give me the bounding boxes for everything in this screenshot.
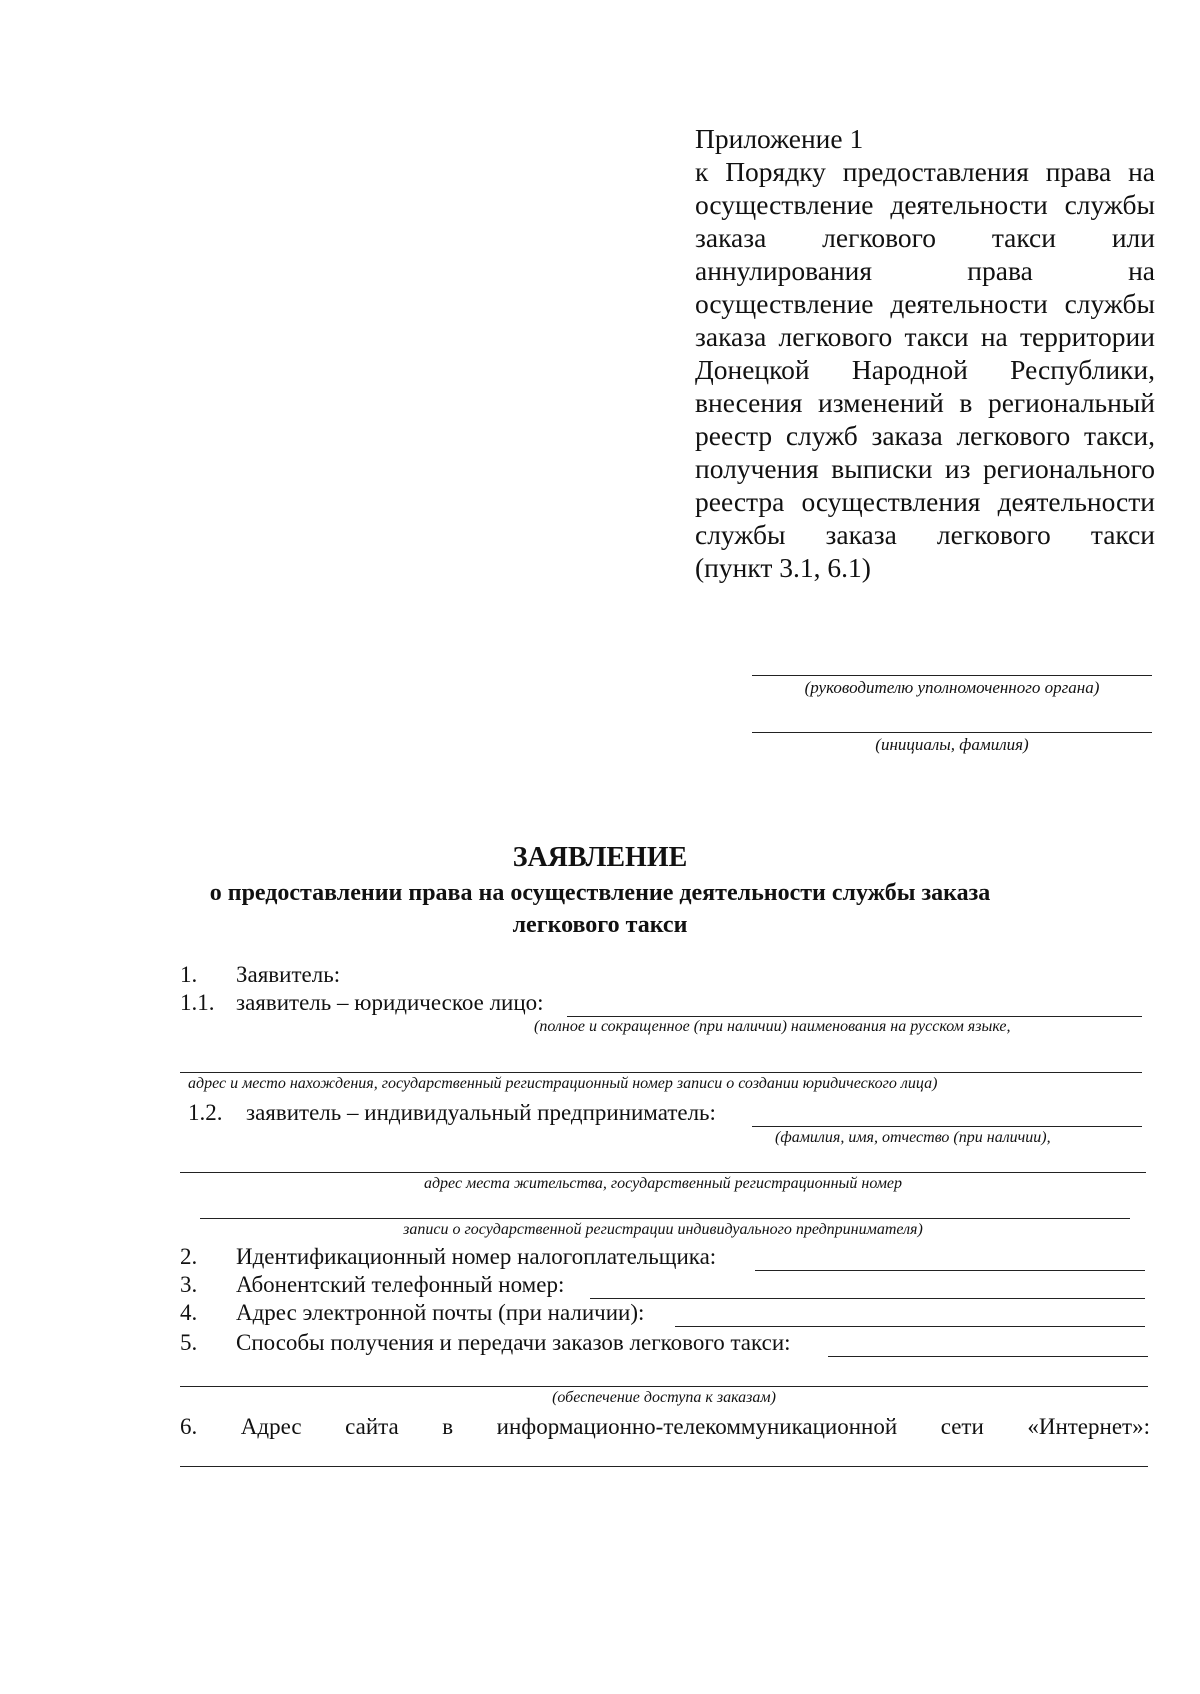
appendix-line: аннулирования права на [695,255,1155,286]
entrepreneur-field[interactable] [752,1126,1142,1127]
appendix-line: осуществление деятельности службы [695,288,1155,319]
addressee-name-caption: (инициалы, фамилия) [875,735,1029,754]
appendix-title: Приложение 1 [695,123,864,154]
item-number: 4. [180,1300,198,1325]
order-methods-label: Способы получения и передачи заказов легкового такси: [236,1330,791,1355]
appendix-line: реестра осуществления деятельности [695,486,1155,517]
item-number: 1.1. [180,990,215,1015]
appendix-line: осуществление деятельности службы [695,189,1155,220]
website-label-word: информационно-телекоммуникационной [496,1414,898,1439]
legal-entity-field-2[interactable] [180,1072,1142,1073]
tin-label: Идентификационный номер налогоплательщика: [236,1244,717,1269]
appendix-line: заказа легкового такси на территории [695,321,1155,352]
item-number: 3. [180,1272,198,1297]
legal-entity-field[interactable] [567,1016,1142,1017]
entrepreneur-field-3[interactable] [200,1218,1130,1219]
appendix-line: заказа легкового такси или [695,222,1155,253]
legal-entity-label: заявитель – юридическое лицо: [236,990,544,1015]
email-label: Адрес электронной почты (при наличии): [236,1300,645,1325]
order-methods-field[interactable] [828,1356,1148,1357]
item-number: 2. [180,1244,198,1269]
appendix-line: получения выписки из регионального [695,453,1155,484]
legal-entity-caption-2: адрес и место нахождения, государственный регистрационный номер записи о создании юридического лица) [188,1075,938,1092]
order-methods-field-2[interactable] [180,1386,1148,1387]
appendix-block [695,122,1155,584]
order-methods-caption: (обеспечение доступа к заказам) [552,1389,776,1406]
item-number: 1.2. [188,1100,223,1125]
website-field[interactable] [180,1466,1148,1467]
entrepreneur-label: заявитель – индивидуальный предприниматель: [246,1100,716,1125]
website-label-word: сети [940,1414,984,1439]
website-label-word: в [442,1414,454,1439]
entrepreneur-caption-3: записи о государственной регистрации индивидуального предпринимателя) [403,1221,923,1238]
appendix-line: (пункт 3.1, 6.1) [695,552,871,583]
entrepreneur-field-2[interactable] [180,1172,1146,1173]
document-subtitle: о предоставлении права на осуществление деятельности службы заказа [209,880,991,906]
website-row [180,1414,1150,1440]
entrepreneur-caption-2: адрес места жительства, государственный регистрационный номер [423,1175,903,1192]
addressee-head-line[interactable] [752,675,1152,676]
appendix-line: к Порядку предоставления права на [695,156,1155,187]
item-number: 1. [180,962,198,987]
tin-field[interactable] [755,1270,1145,1271]
email-field[interactable] [675,1326,1145,1327]
document-subtitle-2: легкового такси [512,912,688,938]
appendix-line: службы заказа легкового такси [695,519,1155,550]
phone-label: Абонентский телефонный номер: [236,1272,565,1297]
item-number: 6. [180,1414,198,1439]
appendix-line: реестр служб заказа легкового такси, [695,420,1155,451]
entrepreneur-caption: (фамилия, имя, отчество (при наличии), [775,1129,1051,1146]
addressee-head-caption: (руководителю уполномоченного органа) [804,678,1100,697]
website-label-word: Адрес [240,1414,302,1439]
website-label-word: сайта [345,1414,399,1439]
appendix-line: Донецкой Народной Республики, [695,354,1155,385]
addressee-name-line[interactable] [752,732,1152,733]
document-title: ЗАЯВЛЕНИЕ [512,842,688,873]
applicant-heading: Заявитель: [236,962,341,987]
phone-field[interactable] [590,1298,1145,1299]
item-number: 5. [180,1330,198,1355]
legal-entity-caption: (полное и сокращенное (при наличии) наименования на русском языке, [534,1018,1011,1035]
website-label-word: «Интернет»: [1027,1414,1150,1439]
appendix-line: внесения изменений в региональный [695,387,1155,418]
